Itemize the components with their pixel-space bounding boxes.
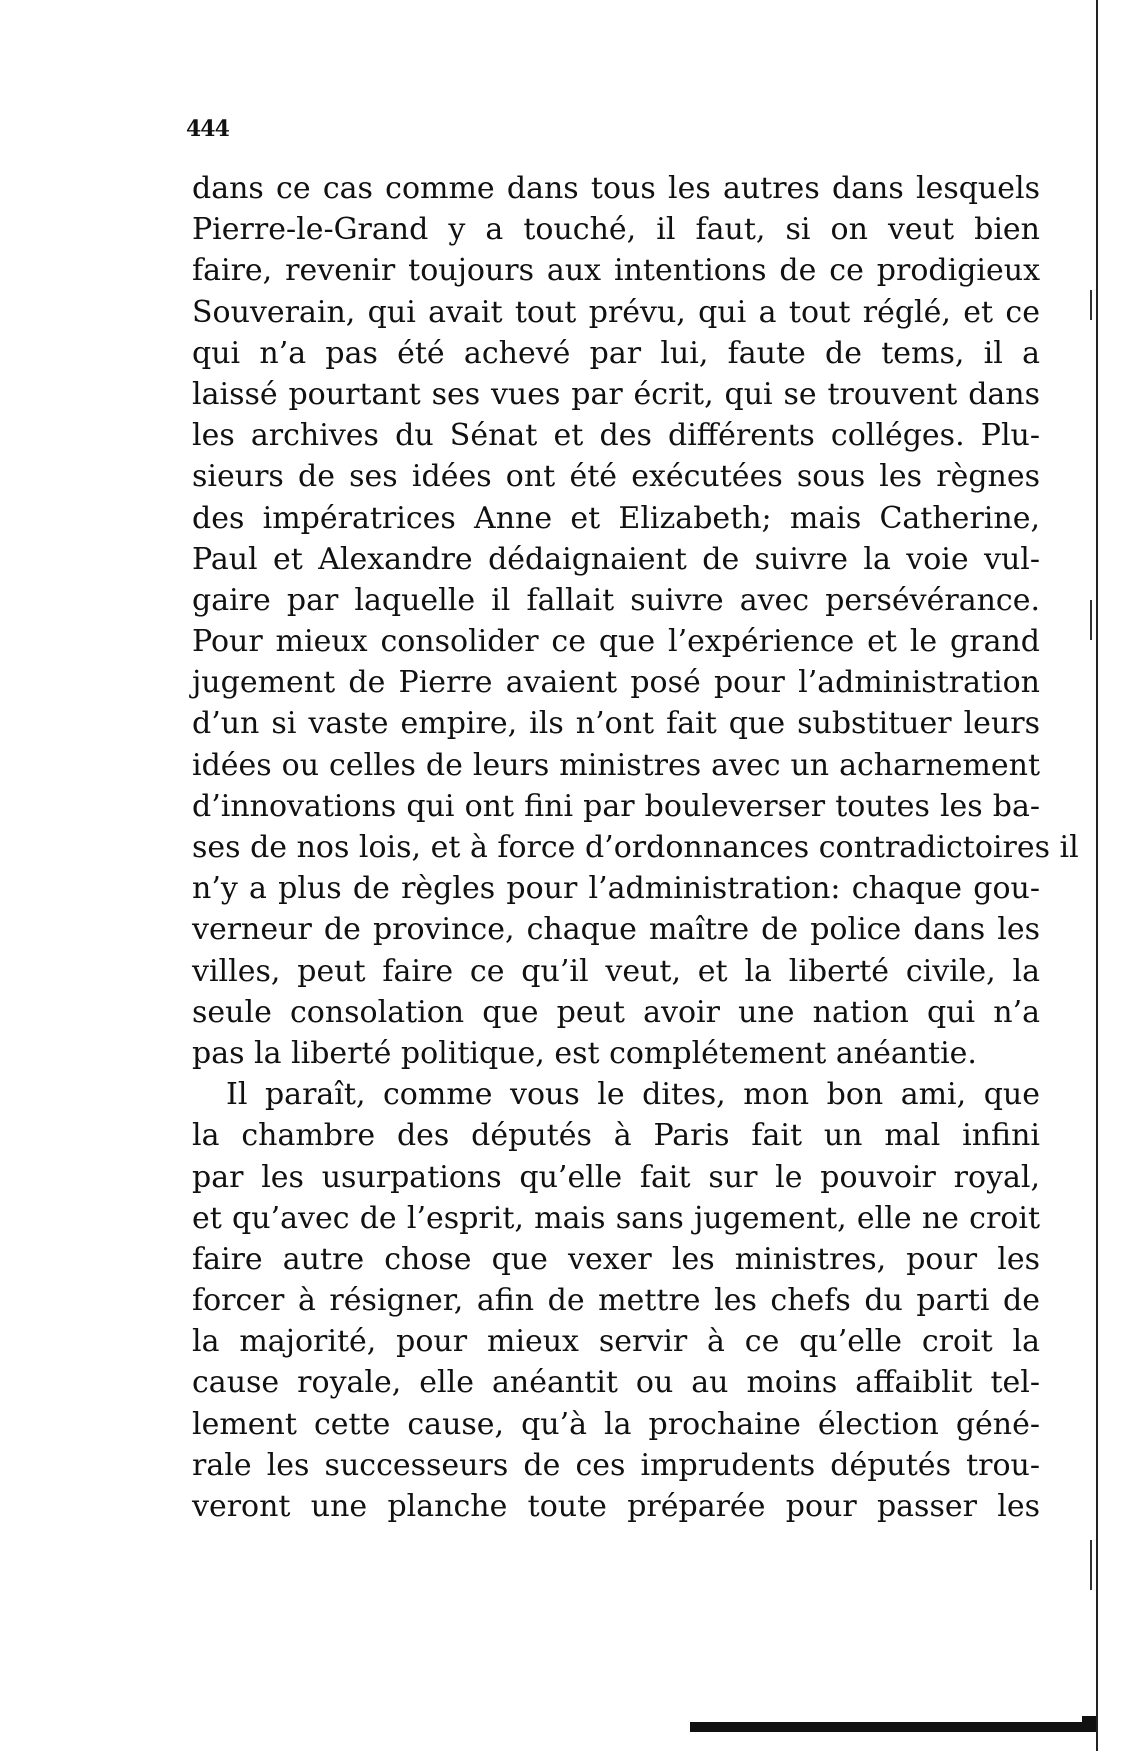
text-line: verneur de province, chaque maître de police dans les [192,912,1040,948]
text-line: lement cette cause, qu’à la prochaine élection géné- [192,1406,1040,1442]
text-line: idées ou celles de leurs ministres avec un acharnement [192,747,1040,783]
text-line: Pierre-le-Grand y a touché, il faut, si on veut bien [192,212,1040,248]
text-line: seule consolation que peut avoir une nation qui n’a [192,994,1040,1030]
text-line: villes, peut faire ce qu’il veut, et la liberté civile, la [192,953,1040,989]
margin-mark [1090,600,1092,640]
text-line: par les usurpations qu’elle fait sur le pouvoir royal, [192,1159,1040,1195]
text-line: qui n’a pas été achevé par lui, faute de tems, il a [192,335,1040,371]
text-line: Paul et Alexandre dédaignaient de suivre la voie vul- [192,541,1040,577]
bottom-rule [690,1722,1082,1732]
text-line: dans ce cas comme dans tous les autres dans lesquels [192,171,1040,206]
text-line: pas la liberté politique, est complétement anéantie. [192,1035,977,1071]
text-line: les archives du Sénat et des différents colléges. Plu- [192,418,1040,454]
text-line: sieurs de ses idées ont été exécutées sous les règnes [192,459,1040,495]
text-line: gaire par laquelle il fallait suivre avec persévérance. [192,582,1040,618]
body-text [192,168,1079,1527]
text-line: veront une planche toute préparée pour passer les [192,1489,1040,1524]
page-number: 444 [186,116,229,142]
bottom-rule-tail [1082,1716,1096,1732]
page-edge-rule [1096,0,1098,1751]
text-line: forcer à résigner, afin de mettre les chefs du parti de [192,1283,1040,1319]
text-line: rale les successeurs de ces imprudents députés trou- [192,1447,1040,1483]
text-line: des impératrices Anne et Elizabeth; mais Catherine, [192,500,1040,536]
text-line: laissé pourtant ses vues par écrit, qui se trouvent dans [192,376,1040,412]
text-line: jugement de Pierre avaient posé pour l’administration [192,665,1040,701]
text-line: la majorité, pour mieux servir à ce qu’elle croit la [192,1324,1040,1360]
text-line: cause royale, elle anéantit ou au moins affaiblit tel- [192,1365,1040,1401]
text-line: et qu’avec de l’esprit, mais sans jugement, elle ne croit [192,1200,1040,1236]
text-line: d’un si vaste empire, ils n’ont fait que substituer leurs [192,706,1040,742]
text-line: faire, revenir toujours aux intentions de ce prodigieux [192,253,1040,289]
text-line: d’innovations qui ont fini par bouleverser toutes les ba- [192,788,1040,824]
text-line: faire autre chose que vexer les ministres, pour les [192,1241,1040,1277]
text-line: Souverain, qui avait tout prévu, qui a tout réglé, et ce [192,294,1040,330]
text-line: ses de nos lois, et à force d’ordonnances contradictoires il [192,830,1079,865]
text-line: la chambre des députés à Paris fait un mal infini [192,1118,1040,1154]
paragraph-start-line: Il paraît, comme vous le dites, mon bon ami, que [226,1077,1040,1113]
text-line: n’y a plus de règles pour l’administration: chaque gou- [192,871,1040,907]
text-line: Pour mieux consolider ce que l’expérience et le grand [192,624,1040,660]
margin-mark [1090,1540,1092,1590]
margin-mark [1090,290,1092,320]
